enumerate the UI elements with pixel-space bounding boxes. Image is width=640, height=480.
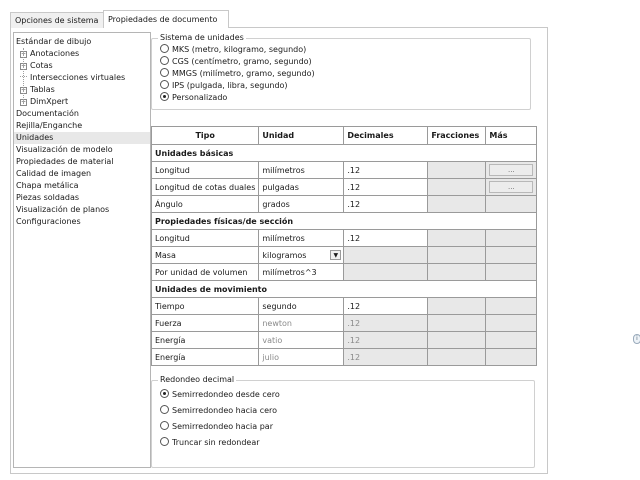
unit-system-group [151,33,531,110]
cell-unidad[interactable] [259,162,344,179]
tree-item-label: Documentación [16,109,79,118]
unit-system-option[interactable] [160,68,315,80]
radio-button[interactable] [160,80,169,89]
unit-system-option[interactable] [160,44,306,56]
cell-tipo: Longitud [152,162,259,179]
tree-item[interactable] [14,132,150,144]
units-table [151,126,537,366]
table-row [152,179,537,196]
tree-item-label: Intersecciones virtuales [30,73,126,82]
header-fracciones: Fracciones [428,127,486,145]
cell-mas [486,264,537,281]
table-row [152,247,537,264]
tree-item[interactable] [14,60,150,72]
cell-decimales[interactable]: .12 [344,315,428,332]
table-header-row [152,127,537,145]
tree-item-label: Configuraciones [16,217,81,226]
cell-tipo: Por unidad de volumen [152,264,259,281]
tree-item[interactable] [14,168,150,180]
tree-item[interactable] [14,204,150,216]
radio-label: Semirredondeo hacia cero [172,406,278,415]
cell-unidad[interactable] [259,264,344,281]
more-button[interactable]: ... [489,181,533,193]
table-row [152,230,537,247]
side-panel-handle-icon[interactable]: i [633,334,640,344]
tree-item[interactable] [14,192,150,204]
cell-unidad[interactable] [259,298,344,315]
cell-unidad[interactable] [259,349,344,366]
unit-system-title: Sistema de unidades [160,33,244,42]
cell-decimales[interactable]: .12 [344,196,428,213]
cell-tipo: Ángulo [152,196,259,213]
radio-button[interactable] [160,421,169,430]
radio-button[interactable] [160,437,169,446]
cell-decimales [344,247,428,264]
radio-button[interactable] [160,389,169,398]
expand-icon[interactable]: + [21,63,27,70]
tree-item[interactable] [14,108,150,120]
unit-value: vatio [262,335,283,345]
unit-value: newton [262,318,292,328]
section-title: Unidades básicas [152,145,537,162]
cell-decimales[interactable]: .12 [344,162,428,179]
header-unidad: Unidad [259,127,344,145]
cell-mas [486,196,537,213]
cell-fracciones [428,332,486,349]
cell-mas [486,162,537,179]
cell-fracciones [428,264,486,281]
tree-item[interactable] [14,72,150,84]
radio-button[interactable] [160,68,169,77]
tree-item[interactable] [14,180,150,192]
unit-value: milímetros [262,165,305,175]
cell-mas [486,332,537,349]
header-decimales: Decimales [344,127,428,145]
cell-fracciones [428,230,486,247]
radio-button[interactable] [160,56,169,65]
table-row [152,349,537,366]
table-row [152,315,537,332]
cell-fracciones [428,179,486,196]
cell-fracciones [428,247,486,264]
rounding-group [151,375,535,468]
table-row [152,196,537,213]
radio-button[interactable] [160,44,169,53]
tree-item[interactable] [14,36,150,48]
tree-item[interactable] [14,96,150,108]
cell-decimales[interactable]: .12 [344,230,428,247]
cell-mas [486,179,537,196]
cell-mas [486,315,537,332]
radio-label: Personalizado [172,93,228,102]
cell-mas [486,247,537,264]
cell-tipo: Fuerza [152,315,259,332]
rounding-option[interactable] [160,437,260,449]
cell-tipo: Energía [152,349,259,366]
tree-item-label: Anotaciones [30,49,80,58]
tree-item-label: Visualización de planos [16,205,110,214]
more-button[interactable]: ... [489,164,533,176]
unit-value: milímetros^3 [262,267,317,277]
rounding-option[interactable] [160,405,277,417]
tree-item-label: Tablas [30,85,55,94]
cell-decimales [344,264,428,281]
tree-item-label: Unidades [16,133,54,142]
cell-unidad[interactable] [259,230,344,247]
table-row [152,298,537,315]
rounding-option[interactable] [160,421,273,433]
tree-item-label: Estándar de dibujo [16,37,92,46]
tab-system-options[interactable]: Opciones de sistema [10,12,104,28]
tree-guide-line [23,48,24,102]
section-title: Unidades de movimiento [152,281,537,298]
cell-decimales[interactable]: .12 [344,332,428,349]
tree-item-label: Chapa metálica [16,181,79,190]
options-tree [13,32,151,468]
unit-system-option[interactable] [160,56,312,68]
document-properties-pane [10,28,548,474]
section-row [152,213,537,230]
tree-item[interactable] [14,120,150,132]
expand-icon[interactable]: + [21,51,27,58]
tab-bar [10,10,548,28]
table-row [152,162,537,179]
radio-label: Semirredondeo desde cero [172,390,280,399]
tree-item[interactable] [14,48,150,60]
cell-unidad[interactable] [259,315,344,332]
tree-item-label: Piezas soldadas [16,193,80,202]
radio-button[interactable] [160,92,169,101]
unit-value: grados [262,199,290,209]
unit-value: kilogramos [262,250,307,260]
tab-document-properties[interactable]: Propiedades de documento [103,10,229,29]
section-row [152,281,537,298]
tree-item[interactable] [14,144,150,156]
cell-decimales[interactable]: .12 [344,298,428,315]
cell-mas [486,349,537,366]
unit-dropdown[interactable] [259,247,344,264]
header-tipo: Tipo [152,127,259,145]
radio-label: Truncar sin redondear [172,438,260,447]
table-row [152,332,537,349]
table-row [152,264,537,281]
cell-tipo: Masa [152,247,259,264]
tree-item[interactable] [14,156,150,168]
tree-item-label: DimXpert [30,97,69,106]
tree-item-label: Propiedades de material [16,157,114,166]
cell-fracciones [428,315,486,332]
radio-label: CGS (centímetro, gramo, segundo) [172,57,312,66]
radio-button[interactable] [160,405,169,414]
expand-icon[interactable]: + [21,99,27,106]
cell-decimales[interactable]: .12 [344,179,428,196]
tree-item[interactable] [14,216,150,228]
unit-value: segundo [262,301,297,311]
unit-value: milímetros [262,233,305,243]
rounding-title: Redondeo decimal [160,375,235,384]
section-row [152,145,537,162]
cell-fracciones [428,162,486,179]
tree-item-label: Calidad de imagen [16,169,92,178]
unit-system-option[interactable] [160,80,288,92]
cell-decimales[interactable]: .12 [344,349,428,366]
cell-tipo: Longitud de cotas duales [152,179,259,196]
tree-item-label: Cotas [30,61,53,70]
cell-unidad[interactable] [259,196,344,213]
cell-fracciones [428,349,486,366]
unit-value: pulgadas [262,182,299,192]
tree-item-label: Visualización de modelo [16,145,113,154]
cell-fracciones [428,298,486,315]
radio-label: Semirredondeo hacia par [172,422,273,431]
rounding-option[interactable] [160,389,280,401]
unit-system-option[interactable] [160,92,227,104]
cell-tipo: Tiempo [152,298,259,315]
tree-item-label: Rejilla/Enganche [16,121,83,130]
expand-icon[interactable]: + [21,87,27,94]
cell-mas [486,230,537,247]
tree-item[interactable] [14,84,150,96]
cell-tipo: Longitud [152,230,259,247]
section-title: Propiedades físicas/de sección [152,213,537,230]
cell-mas [486,298,537,315]
cell-unidad[interactable] [259,179,344,196]
cell-fracciones [428,196,486,213]
radio-label: MMGS (milímetro, gramo, segundo) [172,69,315,78]
header-mas: Más [486,127,537,145]
radio-label: IPS (pulgada, libra, segundo) [172,81,288,90]
radio-label: MKS (metro, kilogramo, segundo) [172,45,307,54]
chevron-down-icon[interactable]: ▼ [330,250,341,260]
cell-unidad[interactable] [259,332,344,349]
unit-value: julio [262,352,279,362]
cell-tipo: Energía [152,332,259,349]
